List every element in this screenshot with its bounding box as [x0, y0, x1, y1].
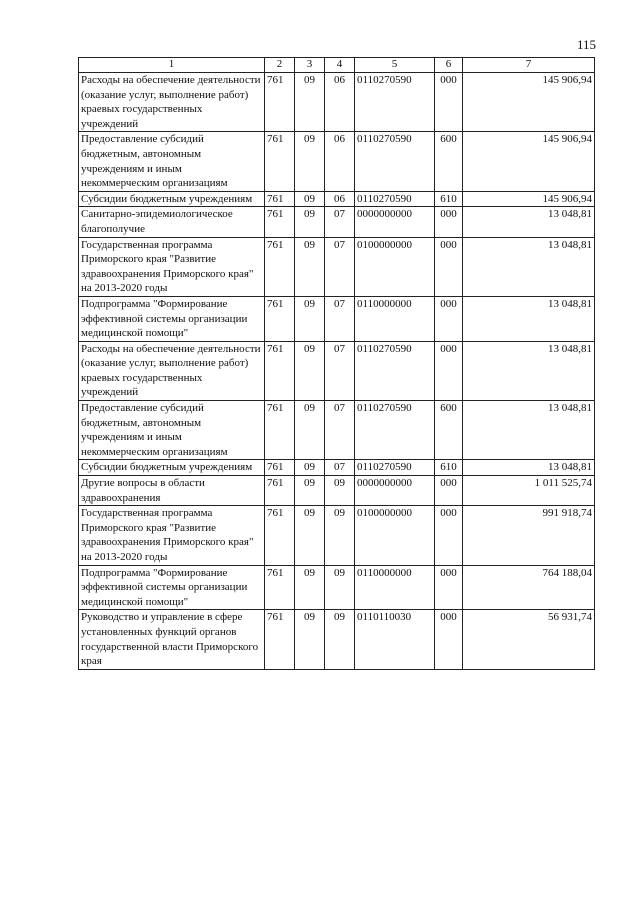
row-type-cell: 600	[435, 132, 463, 191]
row-type-cell: 000	[435, 341, 463, 400]
row-subsection-cell: 07	[325, 296, 355, 341]
row-code-cell: 761	[265, 73, 295, 132]
row-name-cell: Государственная программа Приморского края "Развитие здравоохранения Приморского края" на 2013-2020 годы	[79, 237, 265, 296]
table-row	[79, 401, 595, 460]
column-header: 2	[265, 58, 295, 73]
row-target-cell: 0000000000	[355, 476, 435, 506]
row-target-cell: 0110270590	[355, 401, 435, 460]
row-section-cell: 09	[295, 237, 325, 296]
row-amount-cell: 13 048,81	[463, 341, 595, 400]
row-target-cell: 0100000000	[355, 506, 435, 565]
row-code-cell: 761	[265, 401, 295, 460]
row-amount-cell: 13 048,81	[463, 401, 595, 460]
table-row	[79, 191, 595, 207]
row-type-cell: 000	[435, 73, 463, 132]
row-subsection-cell: 07	[325, 460, 355, 476]
row-subsection-cell: 07	[325, 341, 355, 400]
row-code-cell: 761	[265, 506, 295, 565]
row-name-cell: Государственная программа Приморского края "Развитие здравоохранения Приморского края" на 2013-2020 годы	[79, 506, 265, 565]
row-type-cell: 000	[435, 506, 463, 565]
budget-table	[78, 57, 595, 670]
row-subsection-cell: 09	[325, 506, 355, 565]
row-name-cell: Подпрограмма "Формирование эффективной системы организации медицинской помощи"	[79, 296, 265, 341]
row-section-cell: 09	[295, 460, 325, 476]
row-code-cell: 761	[265, 341, 295, 400]
table-row	[79, 237, 595, 296]
row-target-cell: 0110110030	[355, 610, 435, 669]
row-amount-cell: 56 931,74	[463, 610, 595, 669]
row-name-cell: Предоставление субсидий бюджетным, автономным учреждениям и иным некоммерческим организациям	[79, 132, 265, 191]
column-header: 7	[463, 58, 595, 73]
row-type-cell: 610	[435, 191, 463, 207]
row-type-cell: 600	[435, 401, 463, 460]
row-section-cell: 09	[295, 207, 325, 237]
row-amount-cell: 991 918,74	[463, 506, 595, 565]
row-section-cell: 09	[295, 132, 325, 191]
row-section-cell: 09	[295, 565, 325, 610]
header-row	[79, 58, 595, 73]
row-subsection-cell: 07	[325, 237, 355, 296]
table-row	[79, 460, 595, 476]
row-type-cell: 000	[435, 296, 463, 341]
row-amount-cell: 145 906,94	[463, 132, 595, 191]
table-row	[79, 132, 595, 191]
row-section-cell: 09	[295, 296, 325, 341]
row-subsection-cell: 06	[325, 191, 355, 207]
table-row	[79, 207, 595, 237]
row-amount-cell: 13 048,81	[463, 237, 595, 296]
row-subsection-cell: 07	[325, 401, 355, 460]
row-subsection-cell: 09	[325, 476, 355, 506]
row-section-cell: 09	[295, 506, 325, 565]
row-name-cell: Предоставление субсидий бюджетным, автономным учреждениям и иным некоммерческим организациям	[79, 401, 265, 460]
page-number: 115	[576, 37, 596, 52]
row-subsection-cell: 09	[325, 610, 355, 669]
row-name-cell: Субсидии бюджетным учреждениям	[79, 191, 265, 207]
row-name-cell: Расходы на обеспечение деятельности (оказание услуг, выполнение работ) краевых государственных учреждений	[79, 73, 265, 132]
table-row	[79, 73, 595, 132]
row-name-cell: Расходы на обеспечение деятельности (оказание услуг, выполнение работ) краевых государственных учреждений	[79, 341, 265, 400]
row-target-cell: 0110270590	[355, 460, 435, 476]
column-header: 4	[325, 58, 355, 73]
row-code-cell: 761	[265, 296, 295, 341]
table-row	[79, 565, 595, 610]
row-amount-cell: 1 011 525,74	[463, 476, 595, 506]
table-row	[79, 506, 595, 565]
row-type-cell: 000	[435, 237, 463, 296]
column-header: 3	[295, 58, 325, 73]
row-code-cell: 761	[265, 476, 295, 506]
row-amount-cell: 13 048,81	[463, 460, 595, 476]
row-target-cell: 0110270590	[355, 132, 435, 191]
row-name-cell: Руководство и управление в сфере установленных функций органов государственной власти Приморского края	[79, 610, 265, 669]
row-amount-cell: 764 188,04	[463, 565, 595, 610]
row-subsection-cell: 09	[325, 565, 355, 610]
row-target-cell: 0110270590	[355, 191, 435, 207]
row-name-cell: Санитарно-эпидемиологическое благополучие	[79, 207, 265, 237]
row-name-cell: Субсидии бюджетным учреждениям	[79, 460, 265, 476]
row-code-cell: 761	[265, 610, 295, 669]
row-section-cell: 09	[295, 191, 325, 207]
row-target-cell: 0100000000	[355, 237, 435, 296]
row-code-cell: 761	[265, 207, 295, 237]
row-section-cell: 09	[295, 610, 325, 669]
column-header: 6	[435, 58, 463, 73]
row-type-cell: 000	[435, 610, 463, 669]
column-header: 5	[355, 58, 435, 73]
row-target-cell: 0110270590	[355, 341, 435, 400]
row-target-cell: 0110000000	[355, 565, 435, 610]
row-subsection-cell: 07	[325, 207, 355, 237]
row-section-cell: 09	[295, 341, 325, 400]
table-row	[79, 296, 595, 341]
row-target-cell: 0110000000	[355, 296, 435, 341]
row-code-cell: 761	[265, 565, 295, 610]
row-code-cell: 761	[265, 237, 295, 296]
row-name-cell: Подпрограмма "Формирование эффективной системы организации медицинской помощи"	[79, 565, 265, 610]
row-subsection-cell: 06	[325, 73, 355, 132]
row-amount-cell: 13 048,81	[463, 207, 595, 237]
row-section-cell: 09	[295, 73, 325, 132]
row-section-cell: 09	[295, 401, 325, 460]
row-code-cell: 761	[265, 460, 295, 476]
row-type-cell: 000	[435, 565, 463, 610]
row-target-cell: 0000000000	[355, 207, 435, 237]
row-name-cell: Другие вопросы в области здравоохранения	[79, 476, 265, 506]
row-section-cell: 09	[295, 476, 325, 506]
table-row	[79, 341, 595, 400]
row-type-cell: 610	[435, 460, 463, 476]
row-amount-cell: 145 906,94	[463, 73, 595, 132]
row-subsection-cell: 06	[325, 132, 355, 191]
table-row	[79, 476, 595, 506]
row-code-cell: 761	[265, 132, 295, 191]
row-code-cell: 761	[265, 191, 295, 207]
row-target-cell: 0110270590	[355, 73, 435, 132]
row-amount-cell: 145 906,94	[463, 191, 595, 207]
row-amount-cell: 13 048,81	[463, 296, 595, 341]
row-type-cell: 000	[435, 207, 463, 237]
table-row	[79, 610, 595, 669]
column-header: 1	[79, 58, 265, 73]
row-type-cell: 000	[435, 476, 463, 506]
